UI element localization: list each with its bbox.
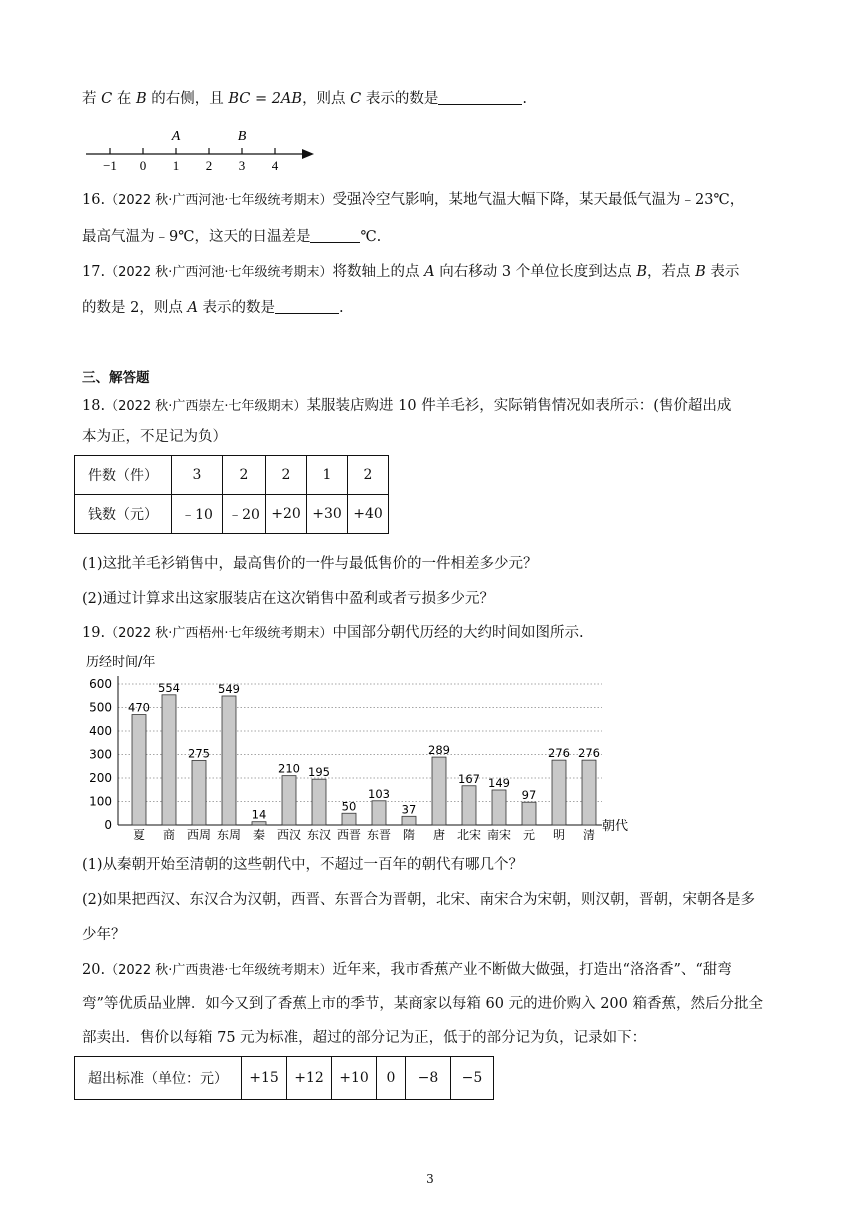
answer-blank [275,297,339,314]
bar [282,776,296,825]
table-cell: +15 [242,1057,287,1100]
table-head-cell: 件数（件） [75,456,172,495]
table-row [75,495,389,534]
table-cell: +10 [332,1057,377,1100]
x-tick-label: 商 [162,828,176,840]
chart-xlabel: 朝代 [602,819,629,834]
q17-line2: 的数是 2，则点 A 表示的数是 . [82,297,344,318]
q18-sub1: (1)这批羊毛衫销售中，最高售价的一件与最低售价的一件相差多少元？ [82,556,538,572]
q20-table [74,1056,494,1100]
data-label: 103 [368,786,390,801]
y-tick-label: 300 [89,747,112,762]
y-tick-label: 600 [89,677,112,691]
data-label: 210 [278,761,300,776]
section-title: 三、解答题 [82,370,150,386]
answer-blank [310,226,360,243]
table-cell: 1 [307,456,348,495]
table-cell: 2 [223,456,266,495]
table-head-cell: 钱数（元） [75,495,172,534]
bar [582,760,596,825]
table-cell: −8 [406,1057,451,1100]
data-label: 289 [428,743,450,758]
x-tick-label: 明 [552,828,566,840]
bar [522,802,536,825]
y-tick-label: 400 [89,724,112,738]
chart-ylabel: 历经时间/年 [86,655,156,670]
data-label: 195 [308,765,330,780]
y-tick-label: 500 [89,700,112,715]
table-cell: ﹣10 [172,495,223,534]
bar [252,822,266,825]
bar [432,757,446,825]
table-cell: 2 [348,456,389,495]
number-line-tick-label: −1 [103,158,117,173]
q16-line2: 最高气温为﹣9℃，这天的日温差是 ℃. [82,226,381,247]
number-line-tick-label: 1 [172,158,180,173]
page-number: 3 [426,1172,434,1186]
answer-blank [438,88,522,105]
q18-table [74,455,389,534]
y-tick-label: 200 [89,771,112,785]
q19-sub1: (1)从秦朝开始至清朝的这些朝代中，不超过一百年的朝代有哪几个？ [82,857,524,873]
bar [492,790,506,825]
x-tick-label: 秦 [252,828,266,840]
x-tick-label: 隋 [402,828,416,840]
table-cell: +12 [287,1057,332,1100]
bar [192,760,206,825]
table-row [75,1057,494,1100]
x-tick-label: 夏 [132,828,146,840]
table-cell: +20 [266,495,307,534]
table-row [75,456,389,495]
number-line-figure [82,126,322,176]
x-tick-label: 西汉 [276,828,302,840]
x-tick-label: 东晋 [366,828,392,840]
bar [222,696,236,825]
data-label: 97 [521,788,537,803]
table-cell: +30 [307,495,348,534]
table-head-cell: 超出标准（单位：元） [75,1057,242,1100]
q19-sub2b: 少年？ [82,927,126,943]
bar [402,816,416,825]
bar [342,813,356,825]
bar [132,715,146,825]
table-cell: +40 [348,495,389,534]
bar [312,779,326,825]
x-tick-label: 北宋 [456,828,482,840]
x-tick-label: 东周 [216,828,242,840]
q16-line1: 16.（2022 秋·广西河池·七年级统考期末）受强冷空气影响，某地气温大幅下降，某天最低气温为﹣23℃， [82,192,745,208]
data-label: 14 [251,807,267,822]
bar [552,760,566,825]
bar [372,801,386,825]
data-label: 50 [341,799,357,814]
q19-sub2a: (2)如果把西汉、东汉合为汉朝，西晋、东晋合为晋朝，北宋、南宋合为宋朝，则汉朝，晋朝，宋朝各是多 [82,892,756,908]
data-label: 276 [578,746,600,761]
x-tick-label: 唐 [432,828,446,840]
q18-sub2: (2)通过计算求出这家服装店在这次销售中盈利或者亏损多少元？ [82,591,495,607]
data-label: 167 [458,771,480,786]
y-tick-label: 0 [104,818,112,832]
x-tick-label: 南宋 [486,828,512,840]
data-label: 37 [401,802,417,817]
table-cell: −5 [451,1057,494,1100]
x-tick-label: 清 [582,828,596,840]
data-label: 276 [548,746,570,761]
q20-line2: 弯”等优质品业牌．如今又到了香蕉上市的季节，某商家以每箱 60 元的进价购入 200 箱香蕉，然后分批全 [82,996,763,1012]
q20-line3: 部卖出．售价以每箱 75 元为标准，超过的部分记为正，低于的部分记为负，记录如下： [82,1030,647,1046]
table-cell: 2 [266,456,307,495]
q18-line2: 本为正，不足记为负） [82,429,227,445]
data-label: 554 [158,680,180,695]
q17-line1: 17.（2022 秋·广西河池·七年级统考期末）将数轴上的点 A 向右移动 3 个单位长度到达点 B，若点 B 表示 [82,264,740,280]
x-tick-label: 东汉 [306,828,332,840]
y-tick-label: 100 [89,794,112,809]
data-label: 275 [188,746,210,761]
q15-tail: 若 C 在 B 的右侧，且 BC = 2AB，则点 C 表示的数是 . [82,88,527,109]
q18-line1: 18.（2022 秋·广西崇左·七年级期末）某服装店购进 10 件羊毛衫，实际销售情况如表所示：(售价超出成 [82,398,732,414]
q19-line1: 19.（2022 秋·广西梧州·七年级统考期末）中国部分朝代历经的大约时间如图所示. [82,625,584,641]
number-line-tick-label: 2 [205,158,213,173]
number-line-tick-label: 4 [271,158,279,173]
number-line-tick-label: 3 [238,158,246,173]
data-label: 470 [128,700,150,715]
bar [462,786,476,825]
x-tick-label: 西晋 [336,828,362,840]
point-label-a: A [171,129,181,144]
dynasty-bar-chart [82,650,642,840]
data-label: 149 [488,775,510,790]
point-label-b: B [237,129,247,144]
number-line-tick-label: 0 [139,158,147,173]
data-label: 549 [218,681,240,696]
bar [162,695,176,825]
table-cell: ﹣20 [223,495,266,534]
table-cell: 3 [172,456,223,495]
arrow-icon [302,149,314,159]
x-tick-label: 西周 [186,828,212,840]
table-cell: 0 [377,1057,406,1100]
q20-line1: 20.（2022 秋·广西贵港·七年级统考期末）近年来，我市香蕉产业不断做大做强，打造出“洛洛香”、“甜弯 [82,962,732,978]
x-tick-label: 元 [522,828,536,840]
